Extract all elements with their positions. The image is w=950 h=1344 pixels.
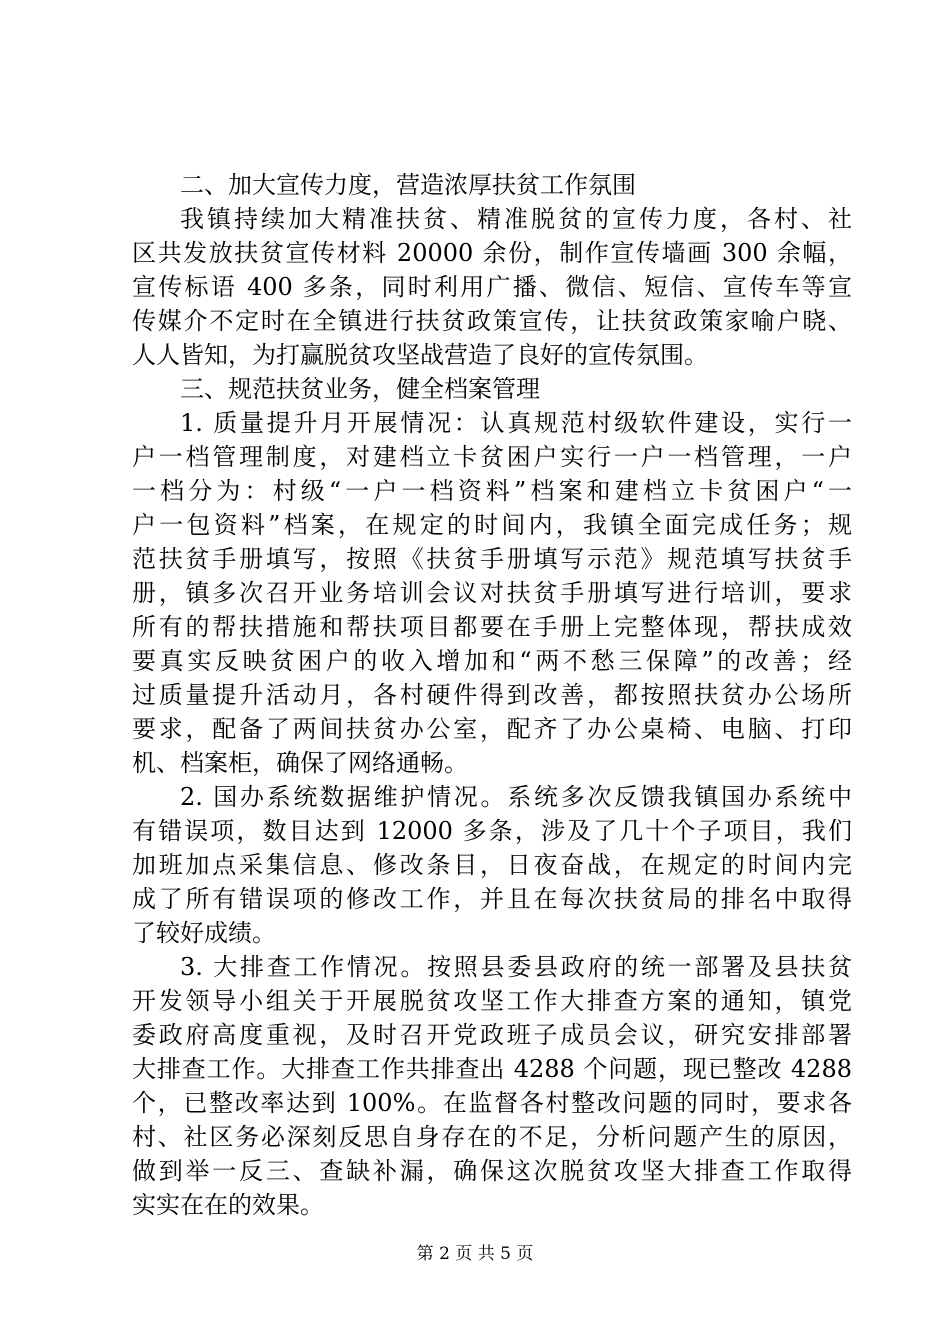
- paragraph-line: 户一档管理制度，对建档立卡贫困户实行一户一档管理，一户: [132, 443, 852, 471]
- paragraph-line: 村、社区务必深刻反思自身存在的不足，分析问题产生的原因，: [132, 1123, 852, 1151]
- paragraph-line: 人人皆知，为打赢脱贫攻坚战营造了良好的宣传氛围。: [132, 341, 708, 369]
- paragraph-line: 委政府高度重视，及时召开党政班子成员会议，研究安排部署: [132, 1021, 852, 1049]
- paragraph-line: 机、档案柜，确保了网络通畅。: [132, 749, 468, 777]
- paragraph-line: 过质量提升活动月，各村硬件得到改善，都按照扶贫办公场所: [132, 681, 852, 709]
- section-heading-2: 二、加大宣传力度，营造浓厚扶贫工作氛围: [180, 171, 636, 199]
- paragraph-line: 一档分为：村级“一户一档资料”档案和建档立卡贫困户“一: [132, 477, 852, 505]
- paragraph-line: 实实在在的效果。: [132, 1191, 324, 1219]
- paragraph-line: 要求，配备了两间扶贫办公室，配齐了办公桌椅、电脑、打印: [132, 715, 852, 743]
- paragraph-line: 我镇持续加大精准扶贫、精准脱贫的宣传力度，各村、社: [180, 205, 852, 233]
- paragraph-line: 做到举一反三、查缺补漏，确保这次脱贫攻坚大排查工作取得: [132, 1157, 852, 1185]
- paragraph-line: 传媒介不定时在全镇进行扶贫政策宣传，让扶贫政策家喻户晓、: [132, 307, 852, 335]
- paragraph-line: 宣传标语 400 多条，同时利用广播、微信、短信、宣传车等宣: [132, 273, 852, 301]
- paragraph-line: 所有的帮扶措施和帮扶项目都要在手册上完整体现，帮扶成效: [132, 613, 852, 641]
- paragraph-line: 册，镇多次召开业务培训会议对扶贫手册填写进行培训，要求: [132, 579, 852, 607]
- paragraph-line: 户一包资料”档案，在规定的时间内，我镇全面完成任务；规: [132, 511, 852, 539]
- section-heading-3: 三、规范扶贫业务，健全档案管理: [180, 375, 540, 403]
- paragraph-line: 成了所有错误项的修改工作，并且在每次扶贫局的排名中取得: [132, 885, 852, 913]
- paragraph-line: 大排查工作。大排查工作共排查出 4288 个问题，现已整改 4288: [132, 1055, 852, 1083]
- paragraph-line: 1. 质量提升月开展情况：认真规范村级软件建设，实行一: [180, 409, 852, 437]
- paragraph-line: 加班加点采集信息、修改条目，日夜奋战，在规定的时间内完: [132, 851, 852, 879]
- paragraph-line: 3. 大排查工作情况。按照县委县政府的统一部署及县扶贫: [180, 953, 852, 981]
- paragraph-line: 个，已整改率达到 100%。在监督各村整改问题的同时，要求各: [132, 1089, 852, 1117]
- paragraph-line: 开发领导小组关于开展脱贫攻坚工作大排查方案的通知，镇党: [132, 987, 852, 1015]
- paragraph-line: 区共发放扶贫宣传材料 20000 余份，制作宣传墙画 300 余幅，: [132, 239, 852, 267]
- paragraph-line: 2. 国办系统数据维护情况。系统多次反馈我镇国办系统中: [180, 783, 852, 811]
- paragraph-line: 有错误项，数目达到 12000 多条，涉及了几十个子项目，我们: [132, 817, 852, 845]
- paragraph-line: 范扶贫手册填写，按照《扶贫手册填写示范》规范填写扶贫手: [132, 545, 852, 573]
- page-number-footer: 第 2 页 共 5 页: [416, 1244, 534, 1264]
- paragraph-line: 要真实反映贫困户的收入增加和“两不愁三保障”的改善；经: [132, 647, 852, 675]
- paragraph-line: 了较好成绩。: [132, 919, 276, 947]
